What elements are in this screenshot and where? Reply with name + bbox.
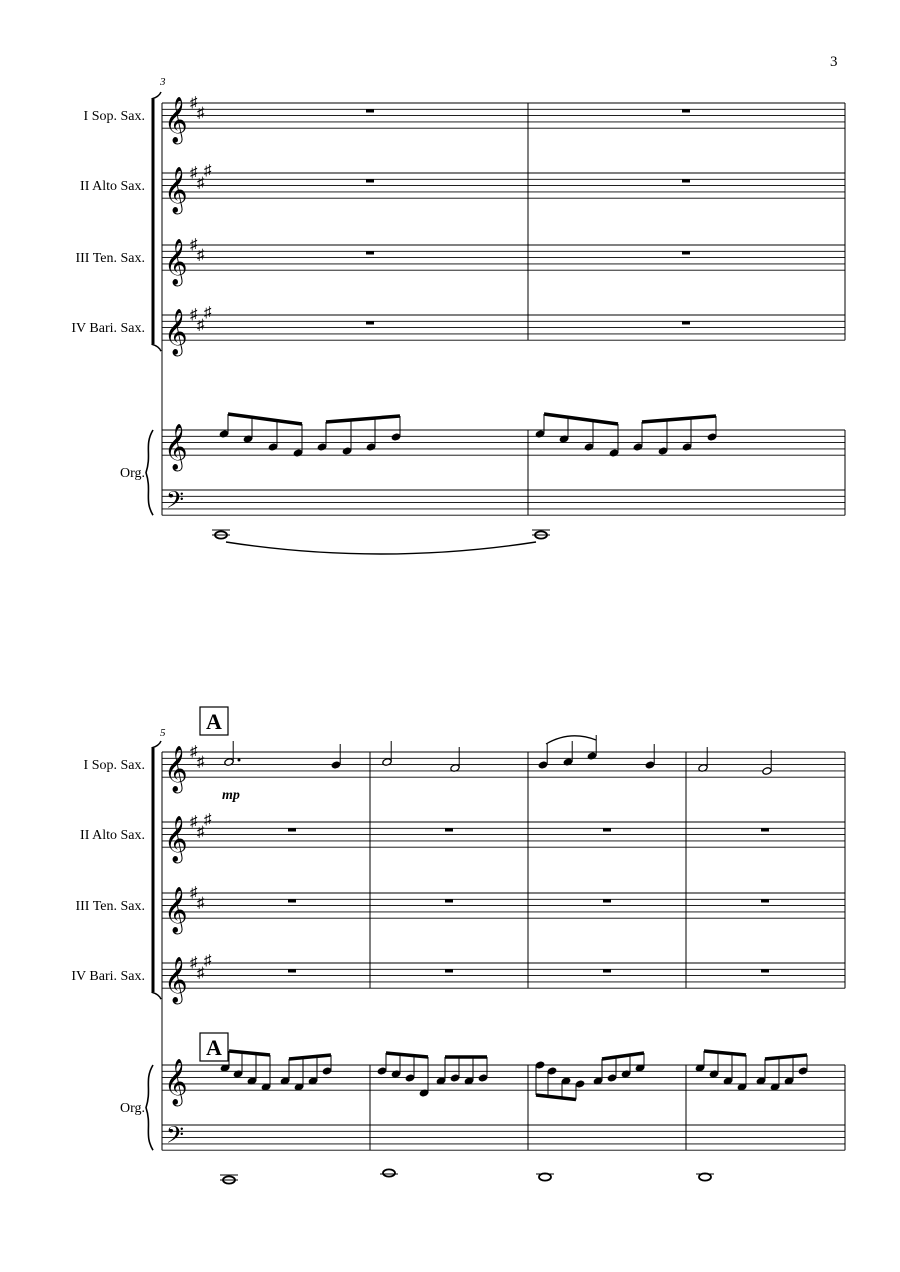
page-number: 3 [830,54,838,70]
staff-sop [162,752,845,777]
note-head [762,767,772,776]
staff-sop [162,103,845,128]
sharp-icon: ♯ [204,162,212,179]
sharp-icon: ♯ [204,952,212,969]
staff-bari [162,963,845,988]
instrument-label-sop: I Sop. Sax. [83,758,145,773]
sharp-icon: ♯ [197,965,205,982]
instrument-label-organ: Org. [119,466,145,481]
whole-rest [682,179,690,182]
beam [536,1095,576,1100]
staff-tenor [162,245,845,270]
staff-organ-lower [162,1125,845,1150]
whole-rest [366,251,374,254]
beamed-eighths [544,414,618,453]
treble-clef-icon: 𝄞 [164,97,188,142]
treble-clef-icon: 𝄞 [164,167,188,212]
tie [226,542,536,554]
instrument-label-tenor: III Ten. Sax. [75,899,145,914]
staff-alto [162,173,845,198]
sharp-icon: ♯ [204,811,212,828]
sharp-icon: ♯ [204,304,212,321]
beamed-eighths [326,416,400,451]
staff-bari [162,315,845,340]
whole-rest [682,251,690,254]
bracket-hook [152,992,162,999]
whole-rest [761,969,769,972]
sharp-icon: ♯ [190,95,198,111]
whole-note [539,1173,551,1180]
measure-number: 5 [160,727,166,739]
slur [546,736,596,744]
whole-rest [288,828,296,831]
treble-clef-icon: 𝄞 [164,424,188,469]
whole-rest [682,321,690,324]
bass-clef-icon: 𝄢 [166,1123,185,1154]
sharp-icon: ♯ [190,955,198,971]
whole-rest [761,899,769,902]
whole-note [699,1173,711,1180]
dot [238,759,241,762]
whole-rest [288,899,296,902]
sharp-icon: ♯ [197,175,205,192]
whole-rest [445,828,453,831]
whole-rest [761,828,769,831]
whole-rest [445,969,453,972]
sharp-icon: ♯ [190,165,198,181]
beamed-eighths [228,414,302,453]
sharp-icon: ♯ [190,237,198,253]
treble-clef-icon: 𝄞 [164,816,188,861]
bracket-hook [152,344,162,351]
whole-rest [288,969,296,972]
treble-clef-icon: 𝄞 [164,239,188,284]
sharp-icon: ♯ [197,824,205,841]
instrument-label-organ: Org. [119,1101,145,1116]
measure-number: 3 [160,76,166,88]
instrument-label-tenor: III Ten. Sax. [75,251,145,266]
treble-clef-icon: 𝄞 [164,887,188,932]
instrument-label-alto: II Alto Sax. [80,828,145,843]
treble-clef-icon: 𝄞 [164,957,188,1002]
instrument-label-alto: II Alto Sax. [80,179,145,194]
staff-organ-upper [162,430,845,455]
whole-rest [445,899,453,902]
sharp-icon: ♯ [197,895,205,912]
piano-brace [146,1065,153,1150]
sharp-icon: ♯ [190,885,198,901]
treble-clef-icon: 𝄞 [164,746,188,791]
bracket-hook [152,741,162,748]
sharp-icon: ♯ [190,307,198,323]
whole-rest [682,109,690,112]
rehearsal-mark: A [206,709,222,734]
instrument-label-sop: I Sop. Sax. [83,109,145,124]
staff-tenor [162,893,845,918]
treble-clef-icon: 𝄞 [164,309,188,354]
instrument-label-bari: IV Bari. Sax. [71,969,145,984]
rehearsal-mark: A [206,1035,222,1060]
instrument-label-bari: IV Bari. Sax. [71,321,145,336]
note-head [587,752,597,761]
sharp-icon: ♯ [190,744,198,760]
note-head [645,761,655,770]
sharp-icon: ♯ [197,105,205,122]
beamed-eighths [642,416,716,451]
note-head [538,761,548,770]
whole-rest [603,899,611,902]
whole-rest [603,969,611,972]
whole-rest [603,828,611,831]
note-head [331,761,341,770]
staff-organ-lower [162,490,845,515]
treble-clef-icon: 𝄞 [164,1059,188,1104]
sharp-icon: ♯ [197,247,205,264]
dynamic-marking: mp [222,788,240,803]
whole-note [383,1169,395,1176]
bracket-hook [152,92,162,99]
staff-alto [162,822,845,847]
sharp-icon: ♯ [190,814,198,830]
bass-clef-icon: 𝄢 [166,488,185,519]
sharp-icon: ♯ [197,754,205,771]
whole-rest [366,179,374,182]
whole-rest [366,109,374,112]
piano-brace [146,430,153,515]
sharp-icon: ♯ [197,317,205,334]
whole-rest [366,321,374,324]
